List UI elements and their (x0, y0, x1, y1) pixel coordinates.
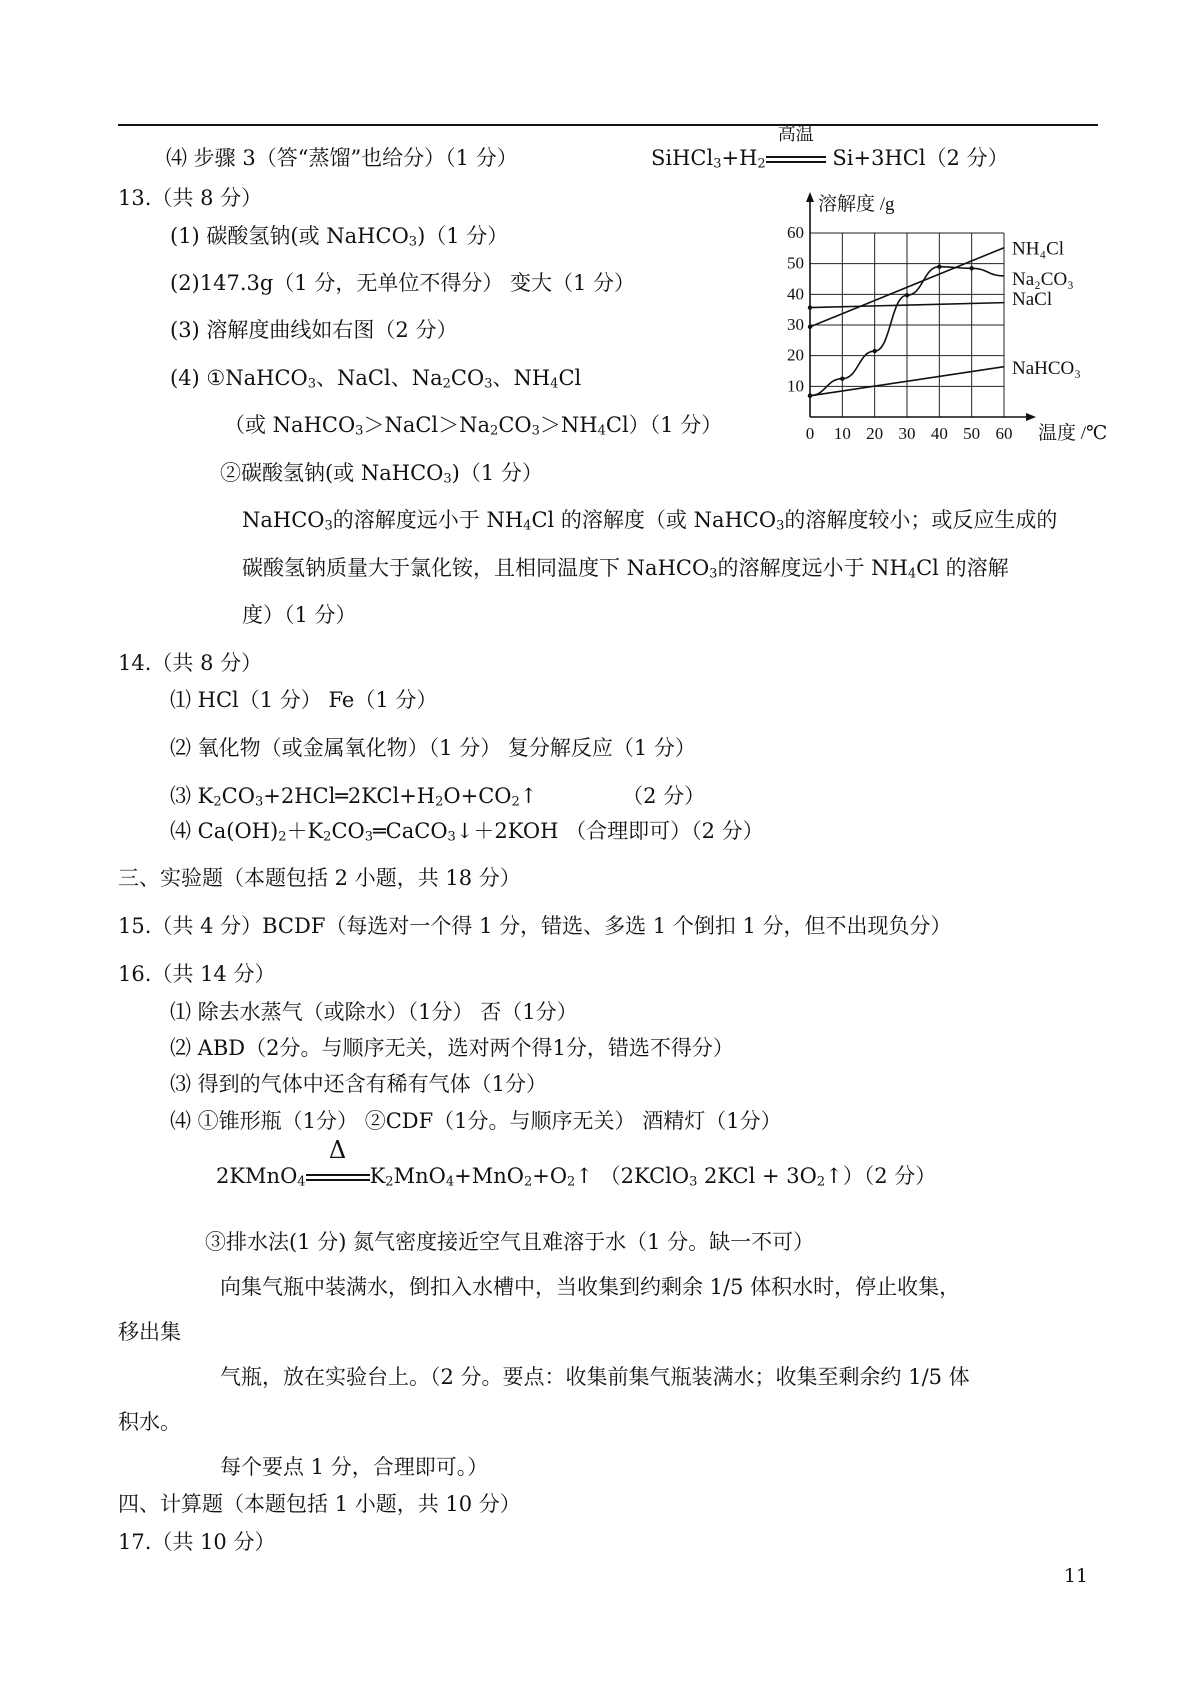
q14-1-line: ⑴ HCl（1 分） Fe（1 分） (170, 688, 438, 712)
q13-explain-1b: Cl 的溶解度（或 NaHCO (531, 508, 777, 532)
q16-procedure-1: 向集气瓶中装满水，倒扣入水槽中，当收集到约剩余 1/5 体积水时，停止收集， (220, 1275, 961, 1299)
q13-explain-1c: 的溶解度较小；或反应生成的 (784, 508, 1058, 532)
q13-4-order-alt: （或 $NaHCO_3>NaCl>Na_2CO_3>NH_4Cl)(1$ 分） (224, 413, 723, 439)
q14-4-score: （合理即可）（2 分） (565, 819, 764, 843)
q13-3-line: (3) 溶解度曲线如右图（2 分） (170, 318, 458, 342)
x-tick-label: 40 (930, 424, 948, 443)
heat-symbol: Δ (328, 1136, 347, 1164)
q14-4-line: ⑷ $Ca(OH)_2+K_2CO_3═CaCO_3↓+2KOH$ （合理即可）（2 分） (170, 819, 764, 845)
q14-heading: 14.（共 8 分） (118, 651, 263, 675)
data-point (808, 394, 812, 398)
q13-explain-3: 度）（1 分） (242, 603, 357, 627)
eq-right: Si+3HCl（2 分） (832, 146, 1009, 170)
series-label: NaHCO₃ (1012, 357, 1081, 379)
q13-explain-2: 碳酸氢钠质量大于氯化铵，且相同温度下 NaHCO$_3$的溶解度远小于 $NH_4Cl$ 的溶解 (242, 556, 1009, 582)
series-label: NaCl (1012, 288, 1053, 310)
data-point (808, 305, 812, 309)
q13-1-tail: )（1 分） (417, 224, 509, 248)
x-tick-label: 30 (898, 424, 916, 443)
y-tick-label: 20 (787, 345, 804, 365)
q13-4-prefix: (4) ①NaHCO (170, 366, 308, 390)
q16-heading: 16.（共 14 分） (118, 962, 276, 986)
y-tick-label: 40 (787, 284, 804, 304)
x-tick-label: 60 (995, 424, 1013, 443)
chart-grid (810, 233, 1004, 417)
y-tick-label: 10 (787, 376, 804, 396)
series-label: NH₄Cl (1012, 238, 1065, 260)
q15-line: 15.（共 4 分）BCDF（每选对一个得 1 分，错选、多选 1 个倒扣 1 分，但不出现负分） (118, 914, 952, 938)
q13-heading: 13.（共 8 分） (118, 186, 263, 210)
section-3-heading: 三、实验题（本题包括 2 小题，共 18 分） (118, 866, 521, 890)
condition-label: 高温 (777, 124, 814, 145)
q13-explain-2c: Cl 的溶解 (916, 556, 1009, 580)
q16-procedure-4: 积水。 (118, 1410, 181, 1434)
x-tick-label: 10 (833, 424, 851, 443)
q16-3-line: ⑶ 得到的气体中还含有稀有气体（1分） (170, 1072, 548, 1096)
solubility-chart (770, 188, 1110, 478)
q16-1-line: ⑴ 除去水蒸气（或除水）（1分） 否（1分） (170, 1000, 578, 1024)
q13-4b-prefix: （或 NaHCO (224, 413, 356, 437)
y-tick-label: 50 (787, 253, 804, 273)
chart-series (808, 248, 1004, 398)
q16-procedure-2: 移出集 (118, 1320, 181, 1344)
q14-3-line: ⑶ $K_2CO_3+2HCl═2KCl+H_2O+CO_2↑$ （2 分） (170, 784, 706, 810)
x-tick-label: 20 (866, 424, 884, 443)
x-axis-label: 温度 /℃ (1038, 423, 1108, 444)
page-number: 11 (1063, 1565, 1088, 1587)
y-axis-label: 溶解度 /g (818, 194, 895, 215)
x-axis-arrow (1026, 413, 1036, 421)
q16-procedure-3: 气瓶，放在实验台上。（2 分。要点：收集前集气瓶装满水；收集至剩余约 1/5 体 (220, 1365, 970, 1389)
y-tick-label: 30 (787, 315, 804, 334)
q13-explain-2b: 的溶解度远小于 NH (717, 556, 908, 580)
q13-explain-1: NaHCO$_3$的溶解度远小于 $NH_4Cl$ 的溶解度（或 NaHCO$_3$的溶解度较小；或反应生成的 (242, 508, 1058, 534)
q12-4-text: ⑷ 步骤 3（答“蒸馏”也给分）（1 分） (166, 146, 518, 170)
q14-3-score: （2 分） (622, 784, 706, 808)
reaction-condition (766, 124, 826, 171)
y-tick-label: 60 (787, 223, 804, 242)
q13-4-order: (4) ①NaHCO$_3$、NaCl、$Na_2CO_3$、$NH_4Cl$ (170, 366, 582, 392)
data-point (808, 325, 812, 329)
q13-4-answer: ②碳酸氢钠(或 NaHCO$_3$)（1 分） (220, 461, 543, 487)
heat-condition (306, 1136, 370, 1189)
q16-2-line: ⑵ ABD（2分。与顺序无关，选对两个得1分，错选不得分） (170, 1036, 734, 1060)
q17-heading: 17.（共 10 分） (118, 1530, 276, 1554)
q13-4c-prefix: ②碳酸氢钠(或 NaHCO (220, 461, 444, 485)
q16-eq-score: （2 分） (863, 1164, 937, 1188)
chart-ticks (787, 223, 1013, 443)
q12-4-line (166, 146, 518, 171)
q13-1-text: (1) 碳酸氢钠(或 NaHCO (170, 224, 409, 248)
q12-4-equation: $SiHCl_3+H_2$ 高温 Si+3HCl（2 分） (651, 124, 1009, 172)
q13-4c-tail: )（1 分） (451, 461, 543, 485)
q13-1-line: (1) 碳酸氢钠(或 NaHCO$_3$)（1 分） (170, 224, 509, 250)
q13-explain-2a: 碳酸氢钠质量大于氯化铵，且相同温度下 NaHCO (242, 556, 710, 580)
x-tick-label: 0 (805, 424, 815, 443)
y-axis-arrow (806, 192, 814, 202)
q13-explain-1a: 的溶解度远小于 NH (332, 508, 524, 532)
eq-left: SiHCl (651, 146, 714, 170)
q16-procedure-5: 每个要点 1 分，合理即可。） (220, 1455, 489, 1479)
q16-4-line: ⑷ ①锥形瓶（1分） ②CDF（1分。与顺序无关） 酒精灯（1分） (170, 1109, 782, 1133)
section-4-heading: 四、计算题（本题包括 1 小题，共 10 分） (118, 1492, 521, 1516)
q13-4b-tail: ）（1 分） (628, 413, 723, 437)
series-label: Na₂CO₃ (1012, 269, 1074, 290)
x-tick-label: 50 (963, 424, 981, 443)
q13-2-line: (2)147.3g（1 分，无单位不得分） 变大（1 分） (170, 271, 636, 295)
q16-method-line: ③排水法(1 分) 氮气密度接近空气且难溶于水（1 分。缺一不可） (205, 1230, 815, 1254)
q16-equation: 2KMnO$_4$ Δ $K_2MnO_4+MnO_2+O_2↑$ （2KClO$_3$ $2KCl + 3O_2↑)(2$ 分） (216, 1136, 937, 1190)
q14-2-line: ⑵ 氧化物（或金属氧化物）（1 分） 复分解反应（1 分） (170, 736, 696, 760)
header-rule (118, 124, 1098, 126)
chart-labels (818, 193, 1107, 444)
